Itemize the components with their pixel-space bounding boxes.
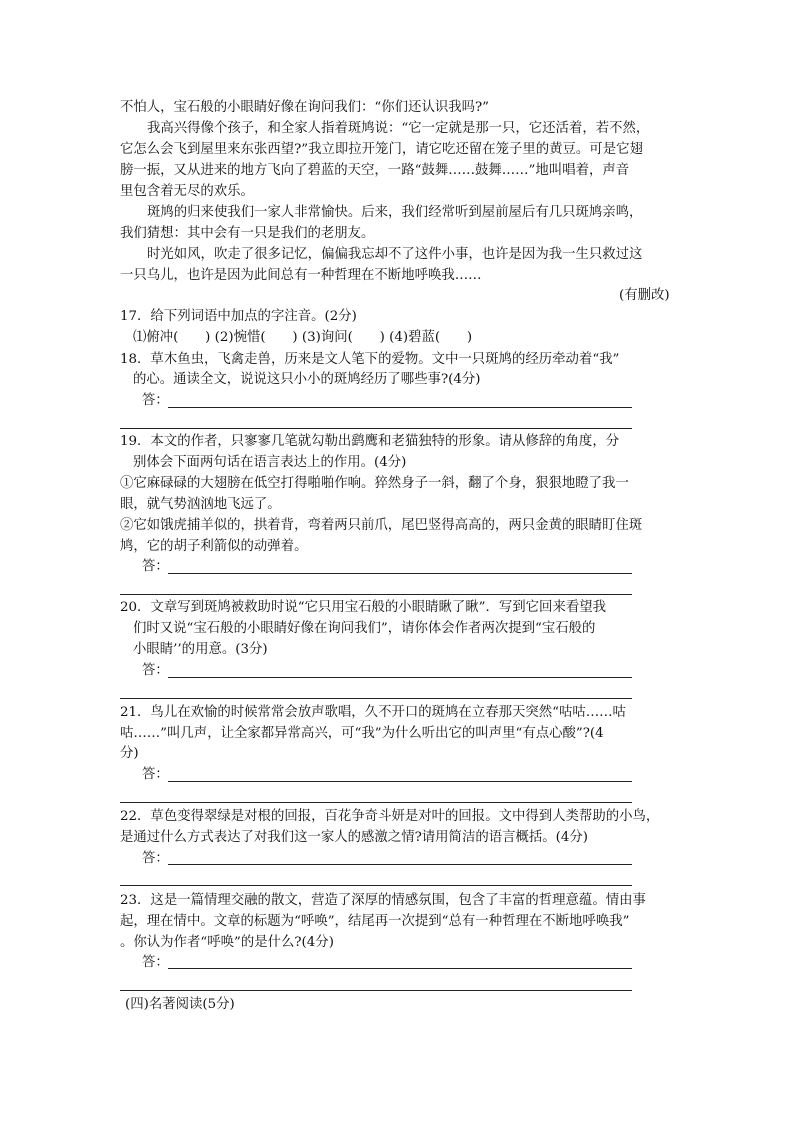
answer-label: 答： bbox=[142, 955, 169, 970]
story-line: 我高兴得像个孩子，和全家人指着斑鸠说：“它一定就是那一只，它还活着，若不然， bbox=[147, 121, 650, 136]
question-19-stem: 别体会下面两句话在语言表达上的作用。(4分) bbox=[133, 455, 407, 470]
question-23-stem: 。你认为作者“呼唤”的是什么?(4分) bbox=[120, 935, 334, 950]
question-19-sentence: 眼，就气势汹汹地飞远了。 bbox=[120, 497, 281, 512]
answer-line[interactable] bbox=[120, 594, 632, 595]
section-heading: (四)名著阅读(5分) bbox=[125, 997, 235, 1012]
answer-line[interactable] bbox=[168, 968, 632, 969]
question-22-stem: 是通过什么方式表达了对我们这一家人的感激之情?请用简洁的语言概括。(4分) bbox=[120, 830, 589, 845]
story-line: 一只乌儿，也许是因为此间总有一种哲理在不断地呼唤我…… bbox=[120, 268, 482, 283]
answer-line[interactable] bbox=[120, 885, 632, 886]
question-19-sentence: ①它麻碌碌的大翅膀在低空打得啪啪作响。猝然身子一斜，翻了个身，狠狠地瞪了我一 bbox=[120, 476, 629, 491]
answer-line[interactable] bbox=[168, 573, 632, 574]
question-17-stem: 17．给下列词语中加点的字注音。(2分) bbox=[120, 309, 357, 324]
story-line: 斑鸠的归来使我们一家人非常愉快。后来，我们经常听到屋前屋后有几只斑鸠亲鸣， bbox=[147, 205, 643, 220]
question-21-stem: 咕……”叫几声，让全家都异常高兴，可“我”为什么听出它的叫声里“有点心酸”?(4 bbox=[120, 726, 604, 741]
story-line: 时光如风，吹走了很多记忆，偏偏我忘却不了这件小事，也许是因为我一生只救过这 bbox=[147, 247, 643, 262]
question-19-sentence: ②它如饿虎捕羊似的，拱着背，弯着两只前爪，尾巴竖得高高的，两只金黄的眼睛盯住斑 bbox=[120, 518, 643, 533]
answer-label: 答： bbox=[142, 767, 169, 782]
question-21-stem: 21．鸟儿在欢愉的时候常常会放声歌唱，久不开口的斑鸠在立春那天突然“咕咕……咕 bbox=[120, 705, 626, 720]
answer-label: 答： bbox=[142, 559, 169, 574]
answer-line[interactable] bbox=[168, 407, 632, 408]
question-20-stem: 20．文章写到斑鸠被救助时说“它只用宝石般的小眼睛瞅了瞅”．写到它回来看望我 bbox=[120, 600, 607, 615]
source-note: (有删改) bbox=[619, 288, 670, 303]
answer-line[interactable] bbox=[168, 864, 632, 865]
question-22-stem: 22．草色变得翠绿是对根的回报，百花争奇斗妍是对叶的回报。文中得到人类帮助的小鸟， bbox=[120, 809, 660, 824]
answer-label: 答： bbox=[142, 393, 169, 408]
story-line: 不怕人，宝石般的小眼睛好像在询问我们：“你们还认识我吗?” bbox=[120, 100, 490, 115]
question-23-stem: 23．这是一篇情理交融的散文，营造了深厚的情感氛围，包含了丰富的哲理意蕴。情由事 bbox=[120, 893, 646, 908]
answer-label: 答： bbox=[142, 663, 169, 678]
answer-line[interactable] bbox=[120, 698, 632, 699]
story-line: 它怎么会飞到屋里来东张西望?”我立即拉开笼门，请它吃还留在笼子里的黄豆。可是它翅 bbox=[120, 142, 643, 157]
question-19-stem: 19．本文的作者，只寥寥几笔就勾勒出鹞鹰和老猫独特的形象。请从修辞的角度，分 bbox=[120, 434, 620, 449]
question-19-sentence: 鸠，它的胡子利箭似的动弹着。 bbox=[120, 539, 308, 554]
question-20-stem: 小眼睛’’的用意。(3分) bbox=[133, 642, 268, 657]
question-20-stem: 们时又说“宝石般的小眼睛好像在询问我们”，请你体会作者两次提到“宝石般的 bbox=[133, 621, 596, 636]
answer-line[interactable] bbox=[120, 802, 632, 803]
question-23-stem: 起，理在情中。文章的标题为“呼唤”，结尾再一次提到“总有一种哲理在不断地呼唤我” bbox=[120, 914, 630, 929]
story-line: 我们猜想：其中会有一只是我们的老朋友。 bbox=[120, 226, 375, 241]
answer-line[interactable] bbox=[120, 990, 632, 991]
answer-label: 答： bbox=[142, 851, 169, 866]
answer-line[interactable] bbox=[168, 677, 632, 678]
answer-line[interactable] bbox=[120, 428, 632, 429]
story-line: 里包含着无尽的欢乐。 bbox=[120, 184, 254, 199]
question-18-stem: 18．草木鱼虫，飞禽走兽，历来是文人笔下的爱物。文中一只斑鸠的经历牵动着“我” bbox=[120, 352, 620, 367]
question-18-stem: 的心。通读全文，说说这只小小的斑鸠经历了哪些事?(4分) bbox=[133, 372, 481, 387]
question-17-items: ⑴俯冲( ) (2)惋惜( ) (3)询问( ) (4)碧蓝( ) bbox=[133, 330, 473, 345]
story-line: 膀一振，又从进来的地方飞向了碧蓝的天空，一路“鼓舞……鼓舞……”地叫唱着，声音 bbox=[120, 163, 630, 178]
answer-line[interactable] bbox=[168, 781, 632, 782]
question-21-stem: 分) bbox=[120, 746, 139, 761]
